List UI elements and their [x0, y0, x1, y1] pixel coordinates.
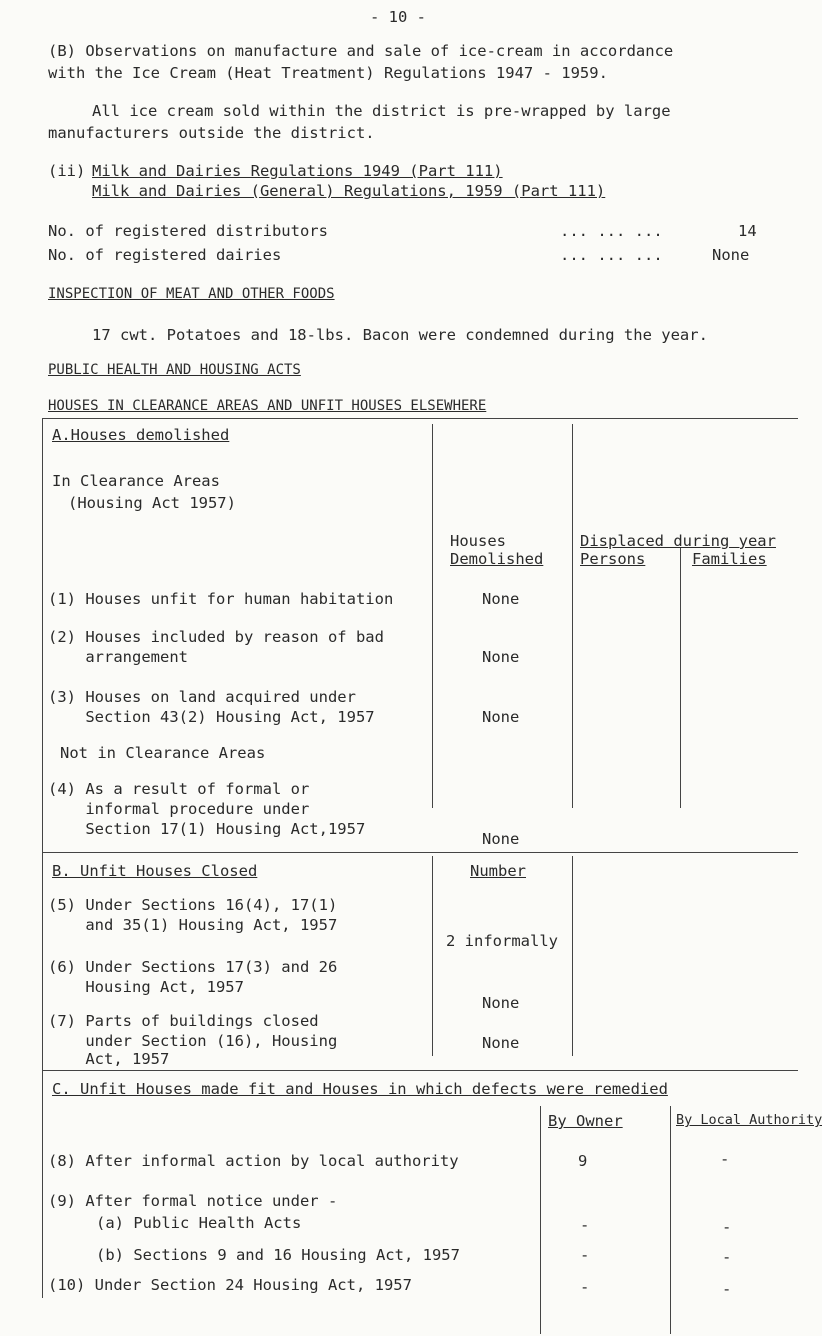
- acts-subheading: HOUSES IN CLEARANCE AREAS AND UNFIT HOUSES ELSEWHERE: [48, 398, 487, 414]
- rowB7-l1: (7) Parts of buildings closed: [48, 1012, 319, 1030]
- rowC10-owner: -: [580, 1278, 590, 1296]
- rowB7-l2: under Section (16), Housing: [48, 1032, 338, 1050]
- dots-1: ... ... ...: [560, 222, 663, 240]
- rowA3-l2: Section 43(2) Housing Act, 1957: [48, 708, 375, 726]
- rowB6-l1: (6) Under Sections 17(3) and 26: [48, 958, 338, 976]
- rowC8-owner: 9: [578, 1152, 588, 1170]
- rowC9-label: (9) After formal notice under -: [48, 1192, 338, 1210]
- rowA4-value: None: [482, 830, 520, 848]
- rowB7-value: None: [482, 1034, 520, 1052]
- sectionB-title: B. Unfit Houses Closed: [52, 862, 258, 880]
- sectionA-col2-rule: [572, 424, 573, 808]
- col-houses-1: Houses: [450, 532, 506, 550]
- icecream-para-1: All ice cream sold within the district is pre-wrapped by large: [92, 102, 671, 120]
- milk-title-1: Milk and Dairies Regulations 1949 (Part 111): [92, 162, 503, 180]
- sectionA-col3-rule: [680, 548, 681, 808]
- rowC10-auth: -: [722, 1280, 732, 1298]
- rowA1-l1: (1) Houses unfit for human habitation: [48, 590, 394, 608]
- col-number: Number: [470, 862, 526, 880]
- rowC9a-owner: -: [580, 1216, 590, 1234]
- rowC8-auth: -: [720, 1150, 730, 1168]
- sectionA-sub1: In Clearance Areas: [52, 472, 220, 490]
- page-number: - 10 -: [370, 8, 426, 26]
- sectionB-col2-rule: [572, 856, 573, 1056]
- col-owner: By Owner: [548, 1112, 623, 1130]
- col-authority-label: By Local Authority: [676, 1112, 822, 1128]
- dots-2: ... ... ...: [560, 246, 663, 264]
- meat-heading: INSPECTION OF MEAT AND OTHER FOODS: [48, 286, 335, 302]
- rowB6-value: None: [482, 994, 520, 1012]
- sectionA-top-rule: [42, 418, 798, 419]
- meat-text: 17 cwt. Potatoes and 18-lbs. Bacon were condemned during the year.: [92, 326, 708, 344]
- rowC10-label: (10) Under Section 24 Housing Act, 1957: [48, 1276, 412, 1294]
- rowA1-value: None: [482, 590, 520, 608]
- col-displaced: Displaced during year: [580, 532, 776, 550]
- col-persons: Persons: [580, 550, 646, 568]
- rowA4-l3: Section 17(1) Housing Act,1957: [48, 820, 366, 838]
- rowA3-value: None: [482, 708, 520, 726]
- rowB5-l2: and 35(1) Housing Act, 1957: [48, 916, 338, 934]
- sectionC-col1-rule: [540, 1106, 541, 1334]
- distributors-label: No. of registered distributors: [48, 222, 328, 240]
- rowC8-label: (8) After informal action by local authority: [48, 1152, 459, 1170]
- sectionC-top-rule: [42, 1070, 798, 1071]
- rowB6-l2: Housing Act, 1957: [48, 978, 244, 996]
- rowC9a-label: (a) Public Health Acts: [96, 1214, 302, 1232]
- icecream-para-2: manufacturers outside the district.: [48, 124, 375, 142]
- sectionA-title: A.Houses demolished: [52, 426, 230, 444]
- rowA2-l1: (2) Houses included by reason of bad: [48, 628, 384, 646]
- milk-title-2: Milk and Dairies (General) Regulations, 1959 (Part 111): [92, 182, 606, 200]
- acts-heading: PUBLIC HEALTH AND HOUSING ACTS: [48, 362, 301, 378]
- col-families: Families: [692, 550, 767, 568]
- distributors-value: 14: [738, 222, 757, 240]
- sectionA-left-rule: [42, 418, 43, 1298]
- rowA2-l2: arrangement: [48, 648, 188, 666]
- rowA2-value: None: [482, 648, 520, 666]
- rowC9b-label: (b) Sections 9 and 16 Housing Act, 1957: [96, 1246, 460, 1264]
- rowB7-l3: Act, 1957: [48, 1050, 170, 1068]
- rowC9b-auth: -: [722, 1248, 732, 1266]
- icecream-heading-2: with the Ice Cream (Heat Treatment) Regulations 1947 - 1959.: [48, 64, 608, 82]
- sectionA-sub2: (Housing Act 1957): [68, 494, 236, 512]
- sectionC-col2-rule: [670, 1106, 671, 1334]
- rowC9b-owner: -: [580, 1246, 590, 1264]
- rowB5-l1: (5) Under Sections 16(4), 17(1): [48, 896, 338, 914]
- rowB5-value: 2 informally: [446, 932, 558, 950]
- rowA4-l2: informal procedure under: [48, 800, 310, 818]
- sectionB-col1-rule: [432, 856, 433, 1056]
- dairies-value: None: [712, 246, 750, 264]
- dairies-label: No. of registered dairies: [48, 246, 282, 264]
- rowC9a-auth: -: [722, 1218, 732, 1236]
- col-houses-2: Demolished: [450, 550, 544, 568]
- icecream-heading-1: (B) Observations on manufacture and sale of ice-cream in accordance: [48, 42, 674, 60]
- sectionA-col1-rule: [432, 424, 433, 808]
- rowA4-l1: (4) As a result of formal or: [48, 780, 310, 798]
- sectionC-title: C. Unfit Houses made fit and Houses in which defects were remedied: [52, 1080, 668, 1098]
- milk-label: (ii): [48, 162, 86, 180]
- not-in-clearance: Not in Clearance Areas: [60, 744, 266, 762]
- sectionB-top-rule: [42, 852, 798, 853]
- rowA3-l1: (3) Houses on land acquired under: [48, 688, 356, 706]
